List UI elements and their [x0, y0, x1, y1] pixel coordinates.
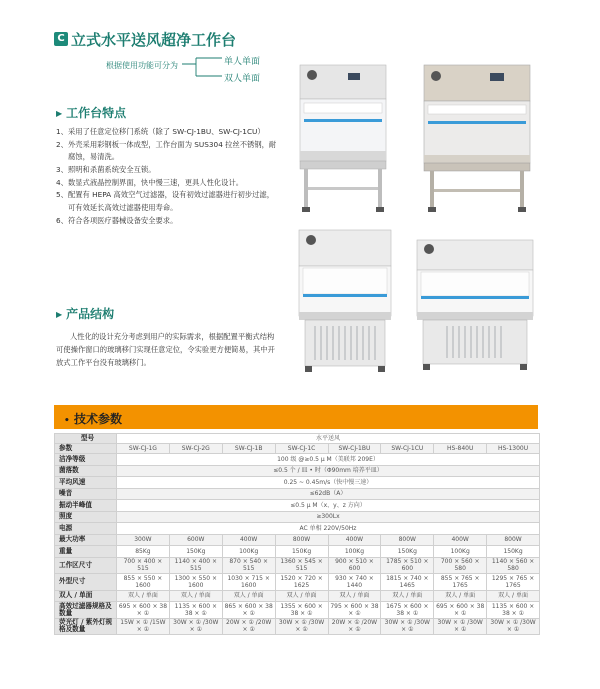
table-row [55, 454, 540, 466]
table-row [55, 523, 540, 535]
tech-heading: • 技术参数 [64, 412, 122, 426]
triangle-right-icon: ▶ [56, 310, 63, 319]
model-cell: SW-CJ-1BU [328, 444, 381, 454]
spec-cell: 20W × ① /20W × ① [328, 618, 381, 635]
spec-cell: 15W × ① /15W × ① [117, 618, 170, 635]
spec-cell: 30W × ① /30W × ① [381, 618, 434, 635]
features-heading: ▶ 工作台特点 [56, 106, 127, 120]
row-label: 高效过滤器规格及数量 [55, 602, 117, 619]
list-item: 6、符合各项医疗器械设备安全要求。 [56, 215, 178, 225]
list-item: 3、照明和杀菌系统安全互锁。 [56, 164, 156, 174]
spec-cell: 700 × 400 × 515 [117, 557, 170, 574]
table-row [55, 465, 540, 477]
spec-cell: 1140 × 560 × 580 [487, 557, 540, 574]
spec-cell: 双人 / 单面 [381, 590, 434, 602]
cabinet-image-1 [288, 63, 398, 213]
row-value: 100 级 @≥0.5 μ M（美联邦 209E） [117, 454, 540, 466]
spec-cell: 30W × ① /30W × ① [434, 618, 487, 635]
model-cell: SW-CJ-2G [169, 444, 222, 454]
list-item: 1、采用了任意定位移门系统（除了 SW-CJ-1BU、SW-CJ-1CU） [56, 127, 265, 136]
row-value: ≤0.5 μ M（x、y、z 方向） [117, 500, 540, 512]
spec-cell: 150Kg [169, 546, 222, 558]
row-label: 振动半峰值 [55, 500, 117, 512]
spec-cell: 865 × 600 × 38 × ① [222, 602, 275, 619]
cabinet-image-3 [295, 228, 395, 378]
tech-band [54, 405, 538, 429]
spec-cell: 30W × ① /30W × ① [487, 618, 540, 635]
param-label: 参数 [55, 444, 117, 454]
spec-cell: 100Kg [328, 546, 381, 558]
spec-cell: 150Kg [487, 546, 540, 558]
spec-cell: 695 × 600 × 38 × ① [434, 602, 487, 619]
model-cell: SW-CJ-1B [222, 444, 275, 454]
row-value: ≤62dB（A） [117, 488, 540, 500]
spec-cell: 800W [275, 534, 328, 546]
model-label: 型号 [55, 434, 117, 444]
row-value: 0.25 ~ 0.45m/s（快中慢三速） [117, 477, 540, 489]
spec-cell: 1785 × 510 × 600 [381, 557, 434, 574]
row-label: 噪音 [55, 488, 117, 500]
table-row [55, 488, 540, 500]
spec-cell: 1675 × 600 × 38 × ① [381, 602, 434, 619]
spec-cell: 795 × 600 × 38 × ① [328, 602, 381, 619]
row-label: 洁净等级 [55, 454, 117, 466]
spec-cell: 20W × ① /20W × ① [222, 618, 275, 635]
spec-cell: 400W [328, 534, 381, 546]
table-row [55, 574, 540, 591]
table-row [55, 618, 540, 635]
spec-cell: 400W [222, 534, 275, 546]
branch-connector-icon [182, 54, 224, 82]
row-label: 工作区尺寸 [55, 557, 117, 574]
spec-cell: 双人 / 单面 [222, 590, 275, 602]
spec-cell: 1355 × 600 × 38 × ① [275, 602, 328, 619]
table-row [55, 590, 540, 602]
row-label: 电源 [55, 523, 117, 535]
table-row [55, 557, 540, 574]
row-label: 菌落数 [55, 465, 117, 477]
spec-cell: 85Kg [117, 546, 170, 558]
spec-cell: 700 × 560 × 580 [434, 557, 487, 574]
option-double: 双人单面 [224, 74, 261, 84]
spec-cell: 100Kg [434, 546, 487, 558]
table-row [55, 511, 540, 523]
group-label: 水平送风 [117, 434, 540, 444]
table-row [55, 546, 540, 558]
model-cell: SW-CJ-1CU [381, 444, 434, 454]
list-item: 5、配置有 HEPA 高效空气过滤器，设有初效过滤器进行初步过滤，可有效延长高效过滤器使用寿命。 [56, 190, 275, 212]
spec-cell: 695 × 600 × 38 × ① [117, 602, 170, 619]
model-cell: SW-CJ-1C [275, 444, 328, 454]
list-item: 2、外壳采用彩钢板一体成型，工作台面为 SUS304 拉丝不锈钢，耐腐蚀，易清洗。 [56, 139, 277, 162]
structure-paragraph: 人性化的设计充分考虑到用户的实际需求，根据配置平衡式结构可使操作窗口的玻璃移门实现任意定位，令实验更方便简易，其中开放式工作平台没有玻璃移门。 [56, 332, 275, 367]
row-label: 荧光灯 / 紫外灯规格及数量 [55, 618, 117, 635]
structure-heading: ▶ 产品结构 [56, 307, 115, 321]
table-row [55, 477, 540, 489]
spec-cell: 400W [434, 534, 487, 546]
spec-cell: 1140 × 400 × 515 [169, 557, 222, 574]
function-subtitle: 根据使用功能可分为 [106, 61, 178, 70]
row-label: 双人 / 单面 [55, 590, 117, 602]
spec-table [54, 433, 540, 635]
row-label: 平均风速 [55, 477, 117, 489]
bullet-dot-icon: • [64, 416, 70, 426]
spec-cell: 800W [487, 534, 540, 546]
spec-cell: 1135 × 600 × 38 × ① [169, 602, 222, 619]
spec-cell: 1520 × 720 × 1625 [275, 574, 328, 591]
spec-cell: 1300 × 550 × 1600 [169, 574, 222, 591]
spec-cell: 双人 / 单面 [487, 590, 540, 602]
row-value: ≤0.5 个 / 皿 • 时（Φ90mm 培养平皿） [117, 465, 540, 477]
row-label: 外型尺寸 [55, 574, 117, 591]
spec-cell: 1360 × 545 × 515 [275, 557, 328, 574]
list-item: 4、数显式液晶控制界面，快中慢三速，更具人性化设计。 [56, 177, 244, 187]
spec-cell: 870 × 540 × 515 [222, 557, 275, 574]
spec-cell: 300W [117, 534, 170, 546]
spec-cell: 930 × 740 × 1440 [328, 574, 381, 591]
page-title: 立式水平送风超净工作台 [71, 31, 237, 49]
spec-cell: 双人 / 单面 [328, 590, 381, 602]
row-label: 最大功率 [55, 534, 117, 546]
model-cell: HS-840U [434, 444, 487, 454]
row-value: ≥300Lx [117, 511, 540, 523]
spec-cell: 855 × 765 × 1765 [434, 574, 487, 591]
table-row [55, 602, 540, 619]
spec-cell: 双人 / 单面 [275, 590, 328, 602]
table-row [55, 534, 540, 546]
spec-cell: 双人 / 单面 [117, 590, 170, 602]
spec-cell: 1135 × 600 × 38 × ① [487, 602, 540, 619]
spec-cell: 600W [169, 534, 222, 546]
row-value: AC 单相 220V/50Hz [117, 523, 540, 535]
option-single: 单人单面 [224, 57, 261, 67]
spec-cell: 800W [381, 534, 434, 546]
table-row [55, 500, 540, 512]
spec-cell: 1815 × 740 × 1465 [381, 574, 434, 591]
row-label: 照度 [55, 511, 117, 523]
row-label: 重量 [55, 546, 117, 558]
section-badge: C [54, 32, 68, 46]
spec-cell: 双人 / 单面 [434, 590, 487, 602]
features-list [56, 126, 278, 227]
triangle-right-icon: ▶ [56, 109, 63, 118]
model-cell: HS-1300U [487, 444, 540, 454]
cabinet-image-2 [420, 63, 535, 213]
spec-cell: 855 × 550 × 1600 [117, 574, 170, 591]
spec-cell: 30W × ① /30W × ① [169, 618, 222, 635]
spec-cell: 150Kg [275, 546, 328, 558]
spec-cell: 100Kg [222, 546, 275, 558]
spec-cell: 150Kg [381, 546, 434, 558]
spec-cell: 900 × 510 × 600 [328, 557, 381, 574]
spec-cell: 1295 × 765 × 1765 [487, 574, 540, 591]
model-cell: SW-CJ-1G [117, 444, 170, 454]
spec-cell: 1030 × 715 × 1600 [222, 574, 275, 591]
spec-cell: 30W × ① /30W × ① [275, 618, 328, 635]
cabinet-image-4 [413, 238, 537, 378]
spec-cell: 双人 / 单面 [169, 590, 222, 602]
